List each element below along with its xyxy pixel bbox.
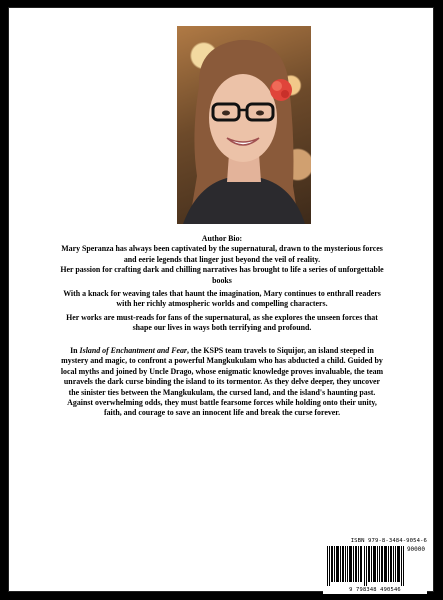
blurb-line	[29, 346, 415, 356]
barcode-bars	[327, 546, 407, 586]
author-photo	[177, 26, 311, 224]
author-portrait-illustration	[177, 26, 311, 224]
blurb-line: unravels the dark curse binding the island to its tormentor. As they delve deeper, they uncover	[63, 377, 381, 387]
bio-line: and eerie legends that linger just beyond the veil of reality.	[123, 254, 321, 264]
book-blurb	[29, 346, 415, 419]
price-code: 90000	[406, 546, 425, 553]
blurb-line: the sinister ties between the Mangkukulam, the cursed land, and the island's haunting past.	[68, 387, 376, 397]
ean-digits: 9 798348 490546	[349, 587, 401, 593]
back-cover	[8, 7, 434, 592]
author-bio	[23, 234, 421, 334]
bio-line: books	[212, 275, 232, 285]
blurb-prefix: In	[70, 346, 80, 355]
bio-line: Her passion for crafting dark and chilling narratives has brought to life a series of unforgettable	[60, 265, 384, 275]
blurb-line: mystery and magic, to confront a powerful Mangkukulam who has abducted a child. Guided by	[61, 356, 383, 366]
bio-heading: Author Bio:	[201, 234, 243, 243]
bio-line: shape our lives in ways both terrifying and profound.	[132, 323, 312, 333]
blurb-line: local myths and joined by Uncle Drago, whose enigmatic knowledge proves invaluable, the team	[60, 366, 384, 376]
blurb-line: Against overwhelming odds, they must battle fearsome forces while holding onto their unity,	[67, 398, 377, 408]
isbn-number: ISBN 979-8-3484-9054-6	[350, 538, 427, 544]
blurb-line-rest: , the KSPS team travels to Siquijor, an island steeped in	[186, 346, 374, 355]
bio-line: with her richly atmospheric worlds and compelling characters.	[116, 299, 328, 309]
bio-line: Mary Speranza has always been captivated by the supernatural, drawn to the mysterious forces	[61, 244, 383, 254]
isbn-barcode	[323, 538, 427, 594]
bio-line: Her works are must-reads for fans of the supernatural, as she explores the unseen forces that	[66, 312, 378, 322]
blurb-line: faith, and courage to save an innocent life and break the curse forever.	[103, 408, 341, 418]
book-title: Island of Enchantment and Fear	[79, 346, 187, 355]
bio-line: With a knack for weaving tales that haunt the imagination, Mary continues to enthrall readers	[63, 289, 381, 299]
